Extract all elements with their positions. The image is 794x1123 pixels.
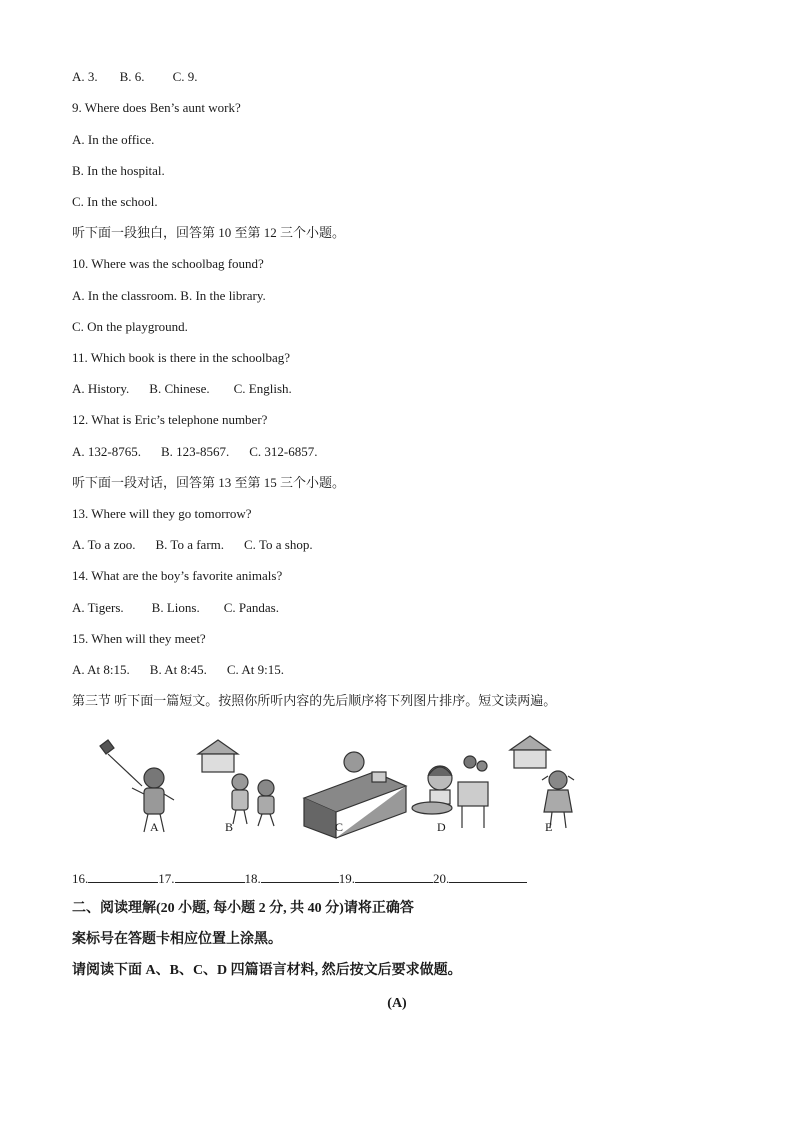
q12-text: 12. What is Eric’s telephone number?: [72, 412, 268, 427]
q10-options-ab: A. In the classroom. B. In the library.: [72, 288, 266, 303]
q10-text: 10. Where was the schoolbag found?: [72, 256, 264, 271]
part-2-heading-line1: 二、阅读理解(20 小题, 每小题 2 分, 共 40 分)请将正确答: [72, 901, 414, 916]
q13-option-c: C. To a shop.: [244, 537, 313, 552]
q11-options: [72, 381, 292, 397]
q12-option-b: B. 123-8567.: [160, 444, 230, 459]
q9-option-a: A. In the office.: [72, 132, 155, 147]
q8-options: [72, 69, 197, 85]
part-2-heading-line3: 请阅读下面 A、B、C、D 四篇语言材料, 然后按文后要求做题。: [72, 963, 462, 978]
picture-d-breakfast: [412, 756, 488, 828]
q12-option-a: A. 132-8765.: [72, 444, 141, 459]
answer-blank-17[interactable]: [175, 870, 245, 883]
blank-label-16: 16.: [72, 871, 89, 886]
instruction-10-12: 听下面一段独白，回答第 10 至第 12 三个小题。: [72, 225, 346, 240]
q12-options: [72, 444, 317, 460]
q15-options: [72, 662, 284, 678]
q15-option-a: A. At 8:15.: [72, 662, 130, 677]
q8-option-b: B. 6.: [119, 69, 145, 84]
passage-a-label: (A): [387, 996, 407, 1011]
picture-label-c: C: [335, 820, 344, 834]
q11-option-a: A. History.: [72, 381, 130, 396]
picture-label-e: E: [545, 820, 553, 834]
picture-e-house-girl: [510, 736, 574, 828]
q9-option-b: B. In the hospital.: [72, 163, 165, 178]
picture-label-d: D: [437, 820, 446, 834]
answer-blanks-row: [72, 870, 527, 887]
q13-options: [72, 537, 313, 553]
blank-label-20: 20.: [433, 871, 450, 886]
q9-option-c: C. In the school.: [72, 194, 158, 209]
q10-option-c: C. On the playground.: [72, 319, 188, 334]
q11-option-c: C. English.: [233, 381, 292, 396]
q11-option-b: B. Chinese.: [149, 381, 210, 396]
q15-option-b: B. At 8:45.: [149, 662, 207, 677]
answer-blank-20[interactable]: [449, 870, 527, 883]
picture-a-kite-child: [100, 740, 174, 832]
q11-text: 11. Which book is there in the schoolbag?: [72, 350, 291, 365]
blank-label-18: 18.: [244, 871, 261, 886]
picture-c-bed: [304, 752, 406, 838]
instruction-13-15: 听下面一段对话，回答第 13 至第 15 三个小题。: [72, 475, 346, 490]
q14-text: 14. What are the boy’s favorite animals?: [72, 568, 283, 583]
q14-option-b: B. Lions.: [151, 600, 200, 615]
q15-text: 15. When will they meet?: [72, 631, 206, 646]
answer-blank-19[interactable]: [355, 870, 433, 883]
picture-label-a: A: [150, 820, 159, 834]
answer-blank-18[interactable]: [261, 870, 339, 883]
q8-option-c: C. 9.: [172, 69, 198, 84]
part-2-heading-line2: 案标号在答题卡相应位置上涂黑。: [72, 932, 282, 947]
q8-option-a: A. 3.: [72, 69, 98, 84]
q15-option-c: C. At 9:15.: [226, 662, 284, 677]
section-3-instruction: 第三节 听下面一篇短文。按照你所听内容的先后顺序将下列图片排序。短文读两遍。: [72, 693, 557, 708]
picture-label-b: B: [225, 820, 234, 834]
q14-option-a: A. Tigers.: [72, 600, 124, 615]
q14-options: [72, 600, 279, 616]
q13-text: 13. Where will they go tomorrow?: [72, 506, 252, 521]
q13-option-b: B. To a farm.: [155, 537, 225, 552]
q14-option-c: C. Pandas.: [223, 600, 279, 615]
q12-option-c: C. 312-6857.: [249, 444, 318, 459]
q9-text: 9. Where does Ben’s aunt work?: [72, 100, 241, 115]
blank-label-17: 17.: [158, 871, 175, 886]
q13-option-a: A. To a zoo.: [72, 537, 136, 552]
picture-b-house-children: [198, 740, 274, 826]
answer-blank-16[interactable]: [88, 870, 158, 883]
blank-label-19: 19.: [338, 871, 355, 886]
